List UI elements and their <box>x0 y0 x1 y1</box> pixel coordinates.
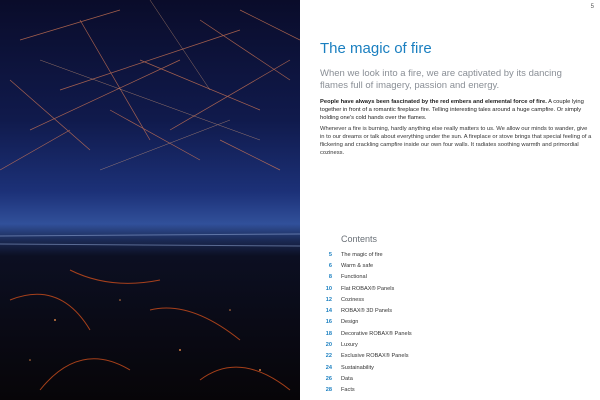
toc-page-number: 24 <box>325 364 332 371</box>
intro-paragraph <box>320 98 592 122</box>
toc-item[interactable] <box>318 385 518 396</box>
toc-page-number: 14 <box>325 308 332 315</box>
intro-text: A couple lying together in front of a romantic fireplace fire. Telling interesting tales around a huge campfire. Or simply holding one's cold hands over the flames. <box>320 99 584 121</box>
intro-emphasis: People have always been fascinated by the red embers and elemental force of fire. <box>320 99 547 105</box>
toc-page-number: 26 <box>325 375 332 382</box>
contents-heading: Contents <box>341 234 378 244</box>
toc-item[interactable] <box>318 362 518 373</box>
toc-label: Design <box>341 319 359 326</box>
toc-item[interactable] <box>318 317 518 328</box>
toc-label: Functional <box>341 274 367 281</box>
toc-page-number: 28 <box>325 387 332 394</box>
toc-item[interactable] <box>318 351 518 362</box>
toc-page-number: 16 <box>325 319 332 326</box>
toc-page-number: 12 <box>325 296 332 303</box>
toc-item[interactable] <box>318 373 518 384</box>
toc-item[interactable] <box>318 305 518 316</box>
toc-item[interactable] <box>318 328 518 339</box>
toc-label: Data <box>341 375 353 382</box>
page-number: 5 <box>590 4 594 10</box>
toc-label: Warm & safe <box>341 262 374 269</box>
toc-item[interactable] <box>318 249 518 260</box>
toc-label: Flat ROBAX® Panels <box>341 285 395 292</box>
toc-page-number: 10 <box>325 285 332 292</box>
toc-page-number: 8 <box>328 274 332 281</box>
toc-item[interactable] <box>318 339 518 350</box>
body-paragraph: Whenever a fire is burning, hardly anything else really matters to us. We allow our minds to wander, give in to our dreams or talk about everything under the sun. A fireplace or stove brings that special feeling of a flickering and crackling campfire inside our own four walls. It radiates soothing warmth and primordial coziness. <box>320 126 592 156</box>
toc-page-number: 6 <box>328 262 332 269</box>
toc-page-number: 20 <box>325 342 332 349</box>
table-of-contents <box>318 249 518 396</box>
toc-item[interactable] <box>318 272 518 283</box>
toc-label: Luxury <box>341 342 358 349</box>
toc-label: Sustainability <box>341 364 374 371</box>
toc-label: ROBAX® 3D Panels <box>341 308 393 315</box>
toc-label: Coziness <box>341 296 365 303</box>
toc-label: Decorative ROBAX® Panels <box>341 330 412 337</box>
lead-paragraph: When we look into a fire, we are captivated by its dancing flames full of imagery, passion and energy. <box>320 68 562 91</box>
toc-label: Exclusive ROBAX® Panels <box>341 353 409 360</box>
toc-item[interactable] <box>318 283 518 294</box>
toc-page-number: 5 <box>328 251 332 258</box>
toc-label: The magic of fire <box>341 251 383 258</box>
toc-label: Facts <box>341 387 355 394</box>
page-title: The magic of fire <box>320 40 432 57</box>
toc-page-number: 22 <box>325 353 332 360</box>
toc-page-number: 18 <box>325 330 332 337</box>
toc-item[interactable] <box>318 260 518 271</box>
toc-item[interactable] <box>318 294 518 305</box>
